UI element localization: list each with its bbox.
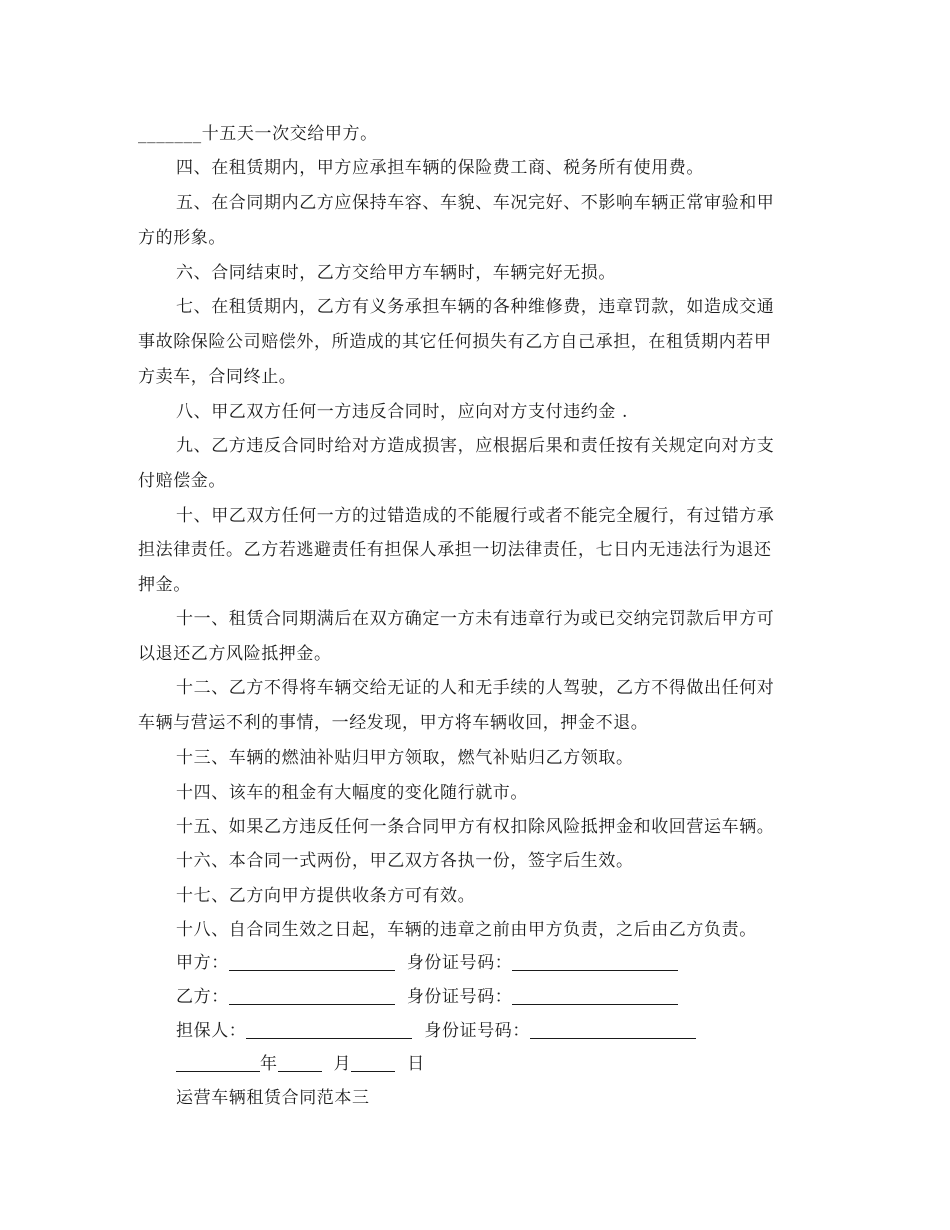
year-label: 年 xyxy=(260,1054,278,1074)
day-blank xyxy=(351,1054,395,1072)
guarantor-id-blank xyxy=(530,1021,696,1039)
party-b-id-blank xyxy=(512,987,678,1005)
party-b-label: 乙方： xyxy=(176,987,229,1007)
contract-line: 方的形象。 xyxy=(138,228,226,248)
contract-line: 四、在租赁期内，甲方应承担车辆的保险费工商、税务所有使用费。 xyxy=(176,158,704,178)
party-a-blank xyxy=(229,953,395,971)
contract-line: 十二、乙方不得将车辆交给无证的人和无手续的人驾驶，乙方不得做出任何对 xyxy=(176,678,775,698)
next-section-title: 运营车辆租赁合同范本三 xyxy=(176,1088,370,1108)
year-blank xyxy=(176,1054,260,1072)
contract-line: 十四、该车的租金有大幅度的变化随行就市。 xyxy=(176,783,528,803)
party-a-signature-row xyxy=(176,948,678,973)
contract-line: 车辆与营运不利的事情，一经发现，甲方将车辆收回，押金不退。 xyxy=(138,713,649,733)
contract-line: 十、甲乙双方任何一方的过错造成的不能履行或者不能完全履行，有过错方承 xyxy=(176,506,775,526)
contract-line: 以退还乙方风险抵押金。 xyxy=(138,644,332,664)
contract-line: _______十五天一次交给甲方。 xyxy=(138,124,378,144)
contract-line: 十六、本合同一式两份，甲乙双方各执一份，签字后生效。 xyxy=(176,851,634,871)
day-label: 日 xyxy=(407,1054,425,1074)
party-b-id-label: 身份证号码： xyxy=(406,987,513,1007)
contract-line: 十七、乙方向甲方提供收条方可有效。 xyxy=(176,886,476,906)
contract-line: 十三、车辆的燃油补贴归甲方领取，燃气补贴归乙方领取。 xyxy=(176,748,634,768)
guarantor-id-label: 身份证号码： xyxy=(424,1021,531,1041)
month-label: 月 xyxy=(333,1054,352,1074)
party-a-label: 甲方： xyxy=(176,953,229,973)
contract-line: 九、乙方违反合同时给对方造成损害，应根据后果和责任按有关规定向对方支 xyxy=(176,436,775,456)
contract-line: 付赔偿金。 xyxy=(138,471,226,491)
party-a-id-blank xyxy=(512,953,678,971)
contract-line: 方卖车，合同终止。 xyxy=(138,367,297,387)
contract-line: 押金。 xyxy=(138,575,191,595)
contract-line: 七、在租赁期内，乙方有义务承担车辆的各种维修费，违章罚款，如造成交通 xyxy=(176,297,775,317)
month-blank xyxy=(278,1054,322,1072)
contract-line: 十八、自合同生效之日起，车辆的违章之前由甲方负责，之后由乙方负责。 xyxy=(176,920,757,940)
contract-line: 六、合同结束时，乙方交给甲方车辆时，车辆完好无损。 xyxy=(176,263,616,283)
party-b-blank xyxy=(229,987,395,1005)
contract-line: 担法律责任。乙方若逃避责任有担保人承担一切法律责任，七日内无违法行为退还 xyxy=(138,540,772,560)
guarantor-label: 担保人： xyxy=(176,1021,247,1041)
party-a-id-label: 身份证号码： xyxy=(406,953,513,973)
contract-line: 事故除保险公司赔偿外，所造成的其它任何损失有乙方自己承担，在租赁期内若甲 xyxy=(138,332,772,352)
date-row xyxy=(176,1049,425,1074)
party-b-signature-row xyxy=(176,982,678,1007)
contract-line: 五、在合同期内乙方应保持车容、车貌、车况完好、不影响车辆正常审验和甲 xyxy=(176,193,775,213)
contract-line: 八、甲乙双方任何一方违反合同时，应向对方支付违约金 . xyxy=(176,402,629,422)
contract-line: 十一、租赁合同期满后在双方确定一方未有违章行为或已交纳完罚款后甲方可 xyxy=(176,609,775,629)
contract-line: 十五、如果乙方违反任何一条合同甲方有权扣除风险抵押金和收回营运车辆。 xyxy=(176,817,775,837)
guarantor-signature-row xyxy=(176,1016,696,1041)
guarantor-blank xyxy=(246,1021,412,1039)
